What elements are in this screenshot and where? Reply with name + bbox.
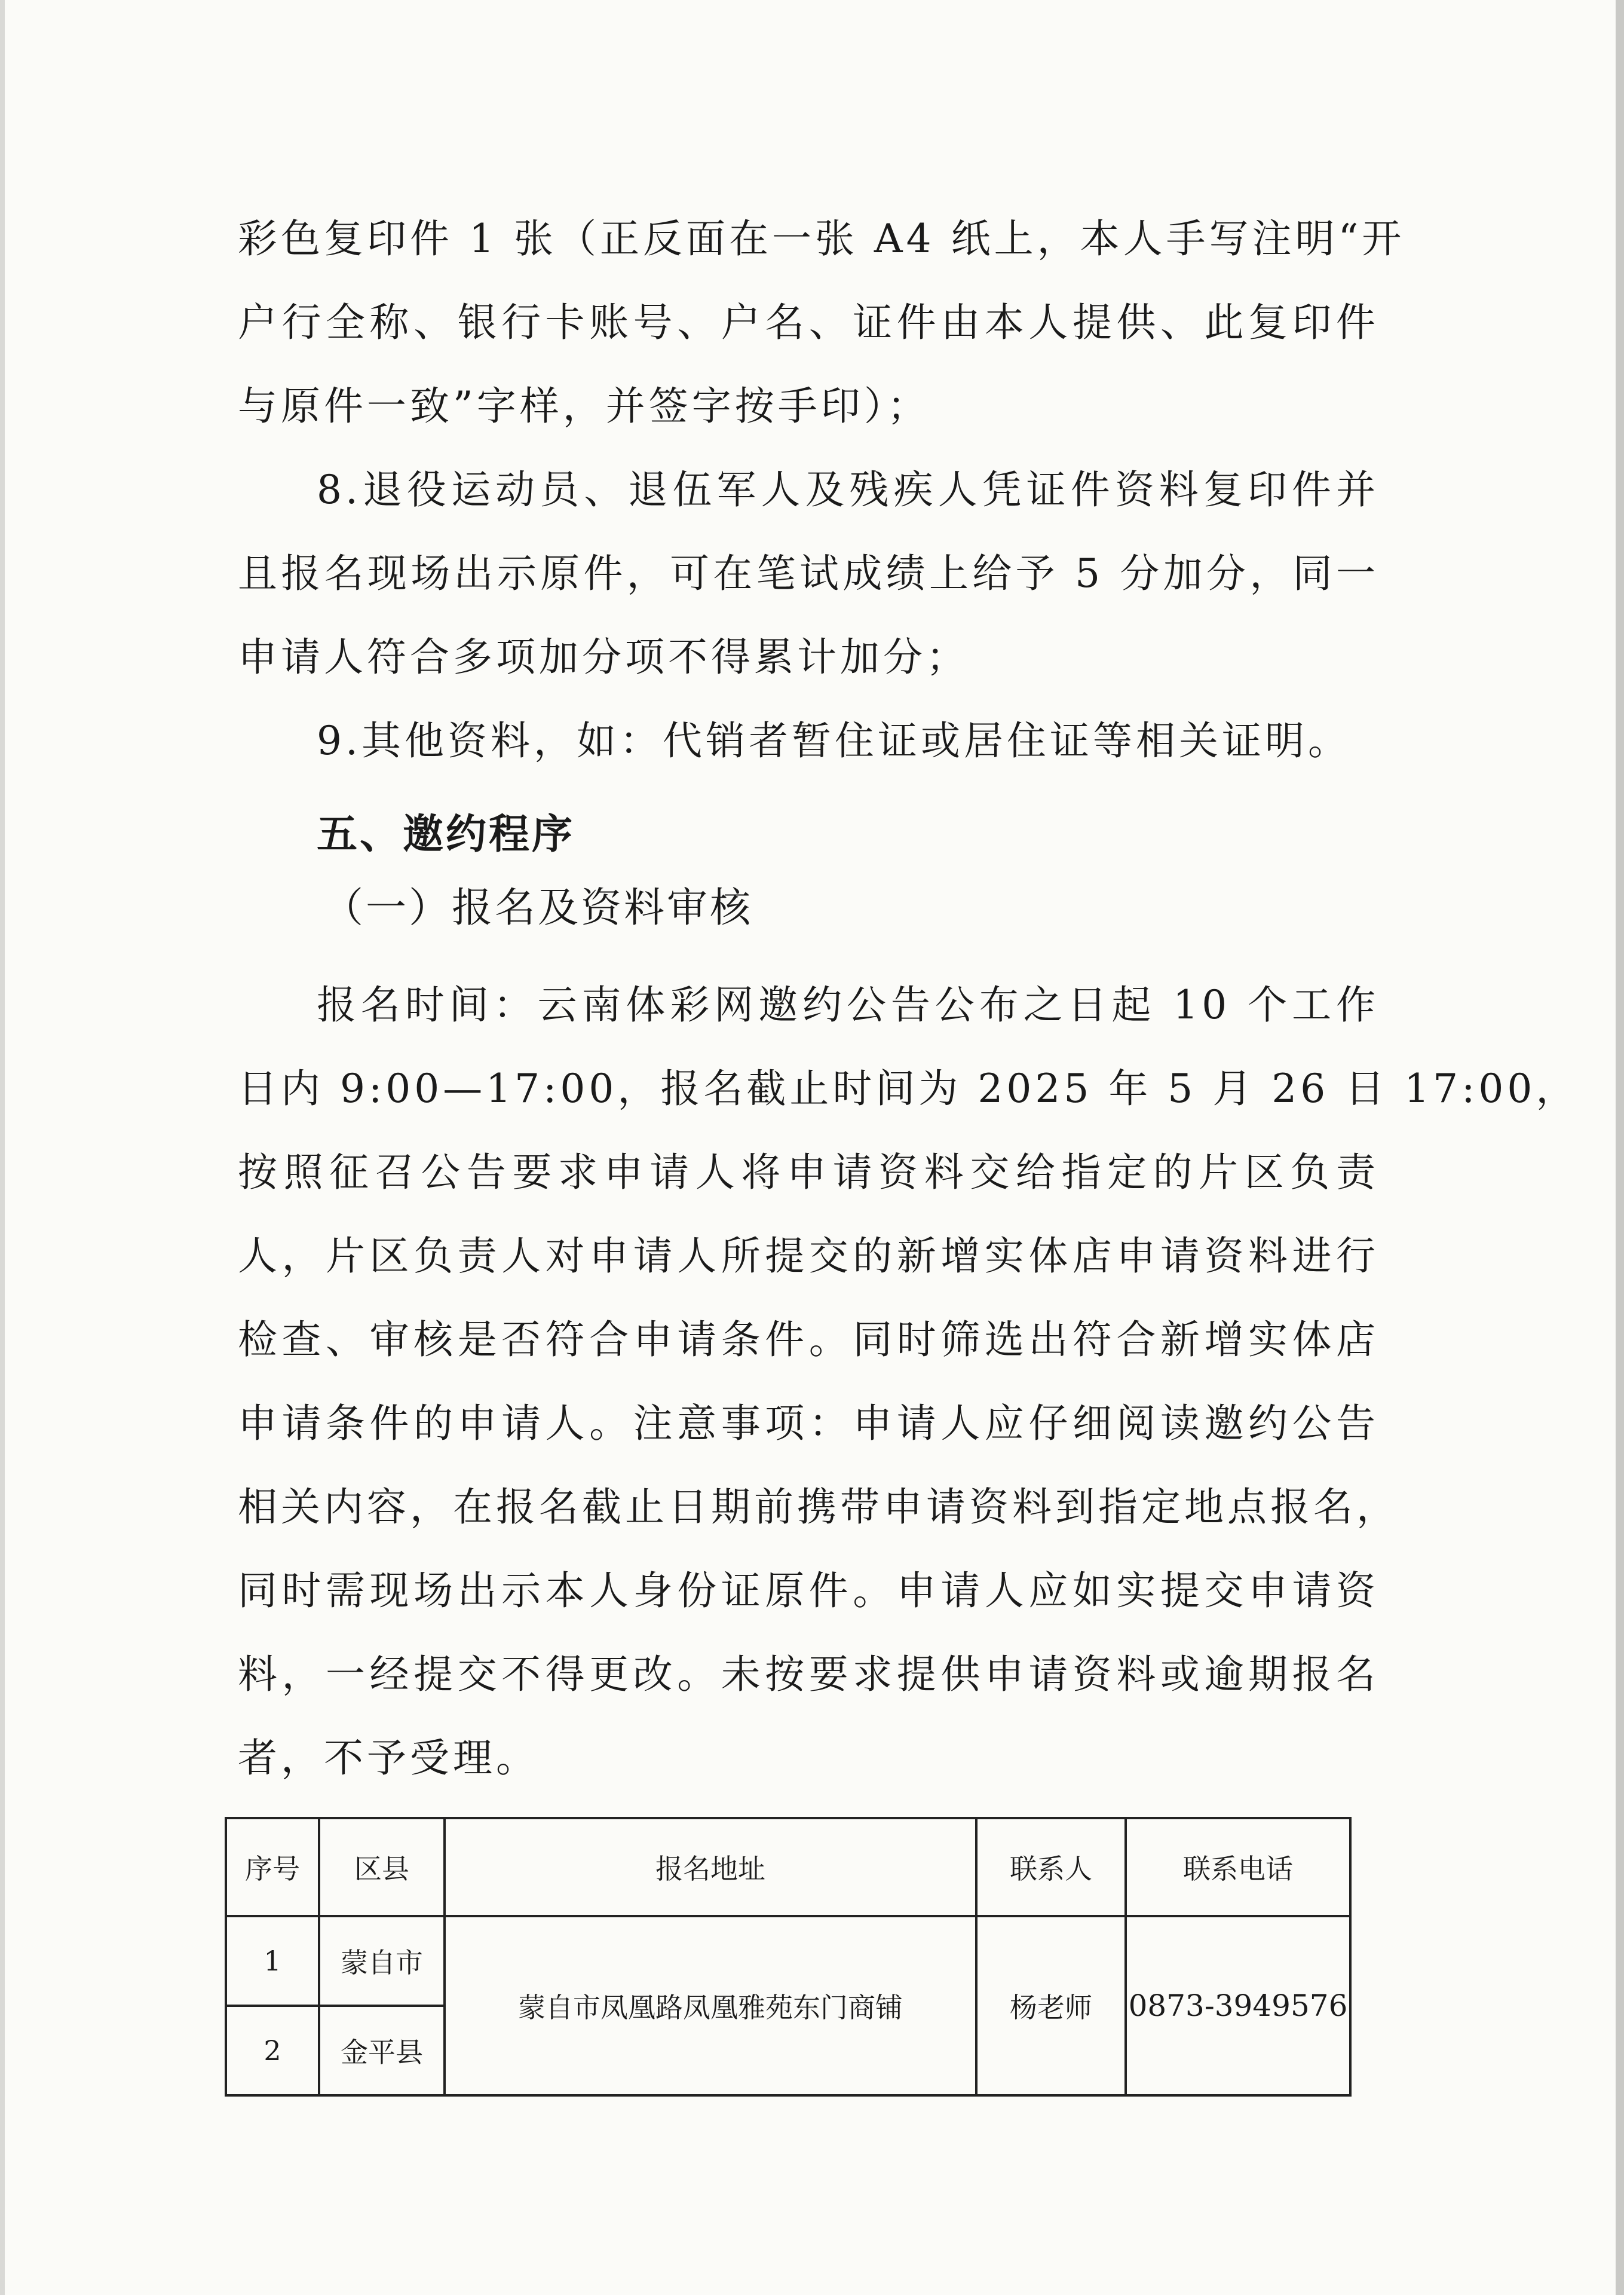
paragraph-line: 者，不予受理。 bbox=[238, 1735, 539, 1781]
paragraph-line: 报名时间：云南体彩网邀约公告公布之日起 10 个工作 bbox=[317, 982, 1379, 1028]
header-contact: 联系人 bbox=[976, 1818, 1126, 1916]
paragraph-line: 按照征召公告要求申请人将申请资料交给指定的片区负责 bbox=[238, 1149, 1379, 1195]
cell-no: 1 bbox=[226, 1916, 319, 2006]
header-address: 报名地址 bbox=[445, 1818, 976, 1916]
paragraph-line: 同时需现场出示本人身份证原件。申请人应如实提交申请资 bbox=[238, 1568, 1379, 1614]
paragraph-line: 申请人符合多项加分项不得累计加分； bbox=[238, 634, 969, 680]
cell-contact: 杨老师 bbox=[976, 1916, 1126, 2095]
cell-county: 金平县 bbox=[319, 2006, 445, 2095]
cell-county: 蒙自市 bbox=[319, 1916, 445, 2006]
paragraph-line: 与原件一致”字样，并签字按手印）； bbox=[238, 383, 930, 429]
subsection-heading: （一）报名及资料审核 bbox=[323, 885, 753, 932]
paragraph-line: 日内 9:00—17:00，报名截止时间为 2025 年 5 月 26 日 17:00， bbox=[238, 1066, 1579, 1112]
cell-phone: 0873-3949576 bbox=[1126, 1916, 1350, 2095]
registration-table bbox=[225, 1817, 1352, 2097]
paragraph-line: 人，片区负责人对申请人所提交的新增实体店申请资料进行 bbox=[238, 1233, 1379, 1279]
list-item-9: 9.其他资料，如：代销者暂住证或居住证等相关证明。 bbox=[317, 718, 1351, 764]
paragraph-line: 彩色复印件 1 张（正反面在一张 A4 纸上，本人手写注明“开 bbox=[238, 216, 1405, 262]
header-no: 序号 bbox=[226, 1818, 319, 1916]
cell-address: 蒙自市凤凰路凤凰雅苑东门商铺 bbox=[445, 1916, 976, 2095]
table-header-row bbox=[226, 1818, 1350, 1916]
paragraph-line: 相关内容，在报名截止日期前携带申请资料到指定地点报名， bbox=[238, 1484, 1399, 1530]
scan-edge-left bbox=[0, 0, 5, 2295]
paragraph-line: 检查、审核是否符合申请条件。同时筛选出符合新增实体店 bbox=[238, 1317, 1379, 1363]
scan-edge-right bbox=[1616, 0, 1624, 2295]
paragraph-line: 料，一经提交不得更改。未按要求提供申请资料或逾期报名 bbox=[238, 1651, 1379, 1697]
header-phone: 联系电话 bbox=[1126, 1818, 1350, 1916]
header-county: 区县 bbox=[319, 1818, 445, 1916]
paragraph-line: 且报名现场出示原件，可在笔试成绩上给予 5 分加分，同一 bbox=[238, 550, 1379, 596]
section-heading: 五、邀约程序 bbox=[317, 810, 575, 858]
list-item-8: 8.退役运动员、退伍军人及残疾人凭证件资料复印件并 bbox=[317, 467, 1379, 513]
cell-no: 2 bbox=[226, 2006, 319, 2095]
paragraph-line: 申请条件的申请人。注意事项：申请人应仔细阅读邀约公告 bbox=[238, 1400, 1379, 1446]
table-row bbox=[226, 1916, 1350, 2006]
paragraph-line: 户行全称、银行卡账号、户名、证件由本人提供、此复印件 bbox=[238, 299, 1379, 345]
